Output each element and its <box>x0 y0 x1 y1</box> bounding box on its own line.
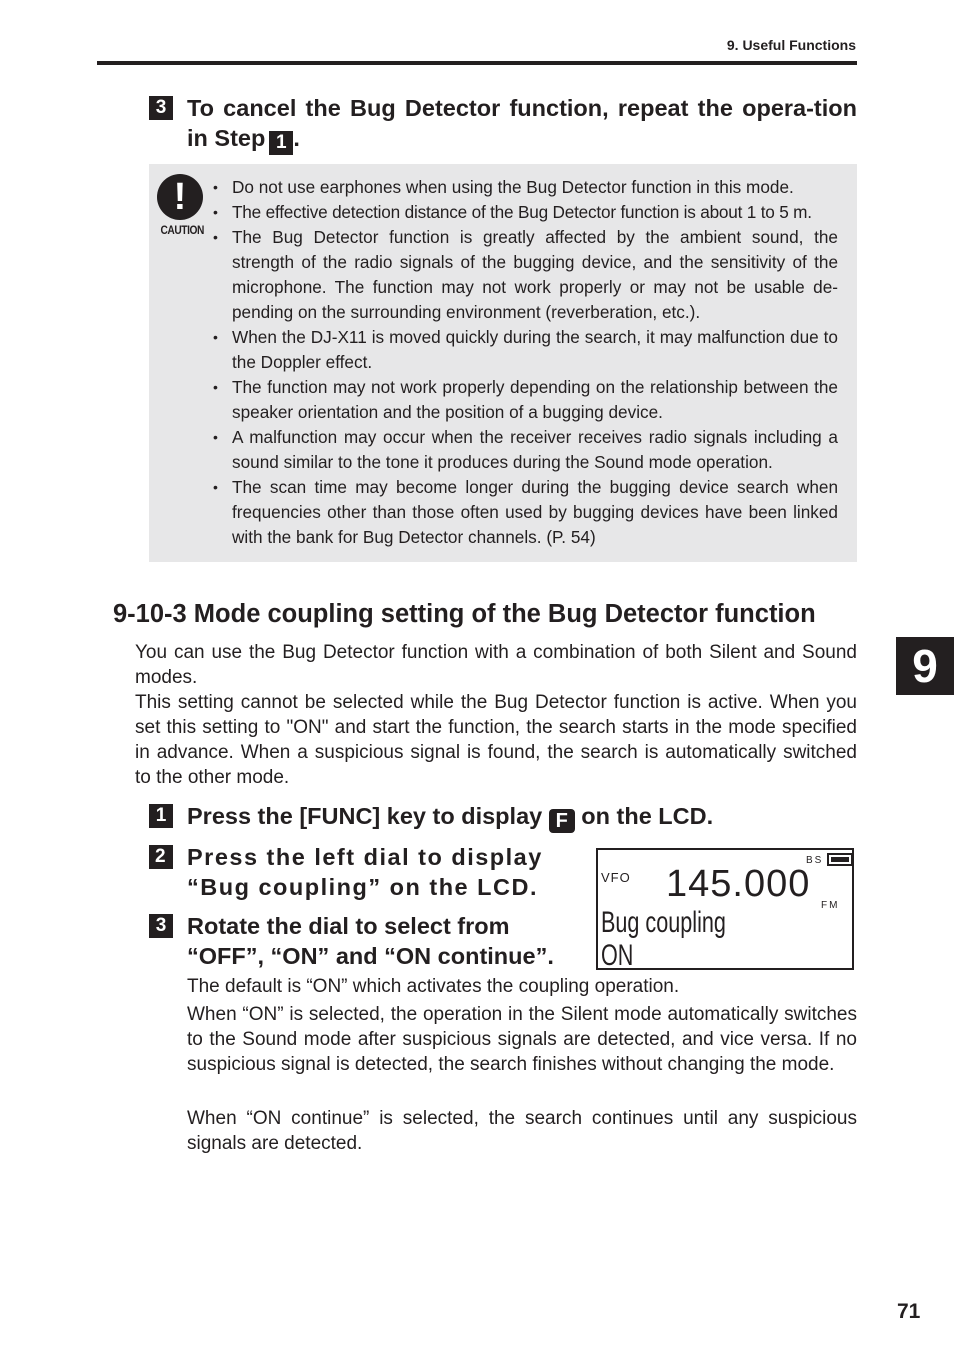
desc-default: The default is “ON” which activates the coupling operation. <box>187 976 680 997</box>
caution-box <box>149 164 857 562</box>
step-3-cancel <box>149 93 857 155</box>
lcd-display <box>596 848 854 970</box>
step-text: To cancel the Bug Detector function, repeat the opera-tion in Step 1 . <box>187 95 857 153</box>
intro-paragraph: You can use the Bug Detector function with a combination of both Silent and Sound modes. <box>135 642 857 688</box>
step-text: Press the left dial to display “Bug coupling” on the LCD. <box>187 844 543 900</box>
lcd-mode-indicator: FM <box>821 900 840 911</box>
lcd-bs-indicator: BS <box>806 855 824 866</box>
lcd-menu-label: Bug coupling <box>601 906 726 939</box>
step-number-badge: 1 <box>149 804 173 828</box>
section-title: 9-10-3 Mode coupling setting of the Bug Detector function <box>113 600 816 628</box>
step-number-badge: 2 <box>149 845 173 869</box>
step-2 <box>149 842 569 902</box>
caution-item: • The scan time may become longer during the bugging device search when frequencies other than those often used by bugging devices have been linked with the bank for Bug Detector channels. (P. 54) <box>211 475 838 550</box>
section-intro <box>135 640 857 790</box>
page-number: 71 <box>897 1300 921 1323</box>
lcd-vfo-indicator: VFO <box>601 870 631 885</box>
lcd-menu-value: ON <box>601 939 634 972</box>
header-rule <box>97 61 857 65</box>
caution-label: CAUTION <box>160 223 204 237</box>
exclamation-icon: ! <box>157 174 203 220</box>
caution-item: • The function may not work properly depending on the relationship between the speaker orientation and the position of a bugging device. <box>211 375 838 425</box>
step-number-badge: 3 <box>149 96 173 120</box>
desc-on: When “ON” is selected, the operation in the Silent mode automatically switches to the Sound mode after suspicious signals are detected, and vice versa. If no suspicious signal is detected, the search finishes without changing the mode. <box>187 1004 857 1075</box>
func-f-icon: F <box>549 809 575 833</box>
running-head: 9. Useful Functions <box>726 37 856 53</box>
caution-item: • A malfunction may occur when the receiver receives radio signals including a sound similar to the tone it produces during the Sound mode operation. <box>211 425 838 475</box>
step-text: Press the [FUNC] key to display F on the LCD. <box>187 803 714 832</box>
step-1 <box>149 801 869 833</box>
battery-icon <box>827 853 853 866</box>
caution-icon <box>157 174 203 237</box>
lcd-frequency: 145.000 <box>666 863 811 905</box>
caution-item: • The effective detection distance of the Bug Detector function is about 1 to 5 m. <box>211 200 838 225</box>
desc-on-continue: When “ON continue” is selected, the search continues until any suspicious signals are detected. <box>187 1108 857 1154</box>
step-number-badge: 3 <box>149 914 173 938</box>
step-3-rotate <box>149 911 569 971</box>
step-ref-badge: 1 <box>269 131 293 155</box>
intro-paragraph: This setting cannot be selected while the Bug Detector function is active. When you set this setting to "ON" and start the function, the search starts in the mode specified in advance. When a suspicious signal is found, the search is automatically switched to the other mode. <box>135 692 857 788</box>
caution-item: • Do not use earphones when using the Bug Detector function in this mode. <box>211 175 838 200</box>
caution-item: • The Bug Detector function is greatly affected by the ambient sound, the strength of the radio signals of the bugging device, and the sensitivity of the microphone. The function may not work properly or may not be usable de-pending on the surrounding environment (reverberation, etc.). <box>211 225 838 325</box>
caution-item: • When the DJ-X11 is moved quickly during the search, it may malfunction due to the Doppler effect. <box>211 325 838 375</box>
chapter-tab: 9 <box>896 637 954 695</box>
step-text: Rotate the dial to select from “OFF”, “ON” and “ON continue”. <box>187 913 554 969</box>
caution-list <box>211 175 838 550</box>
